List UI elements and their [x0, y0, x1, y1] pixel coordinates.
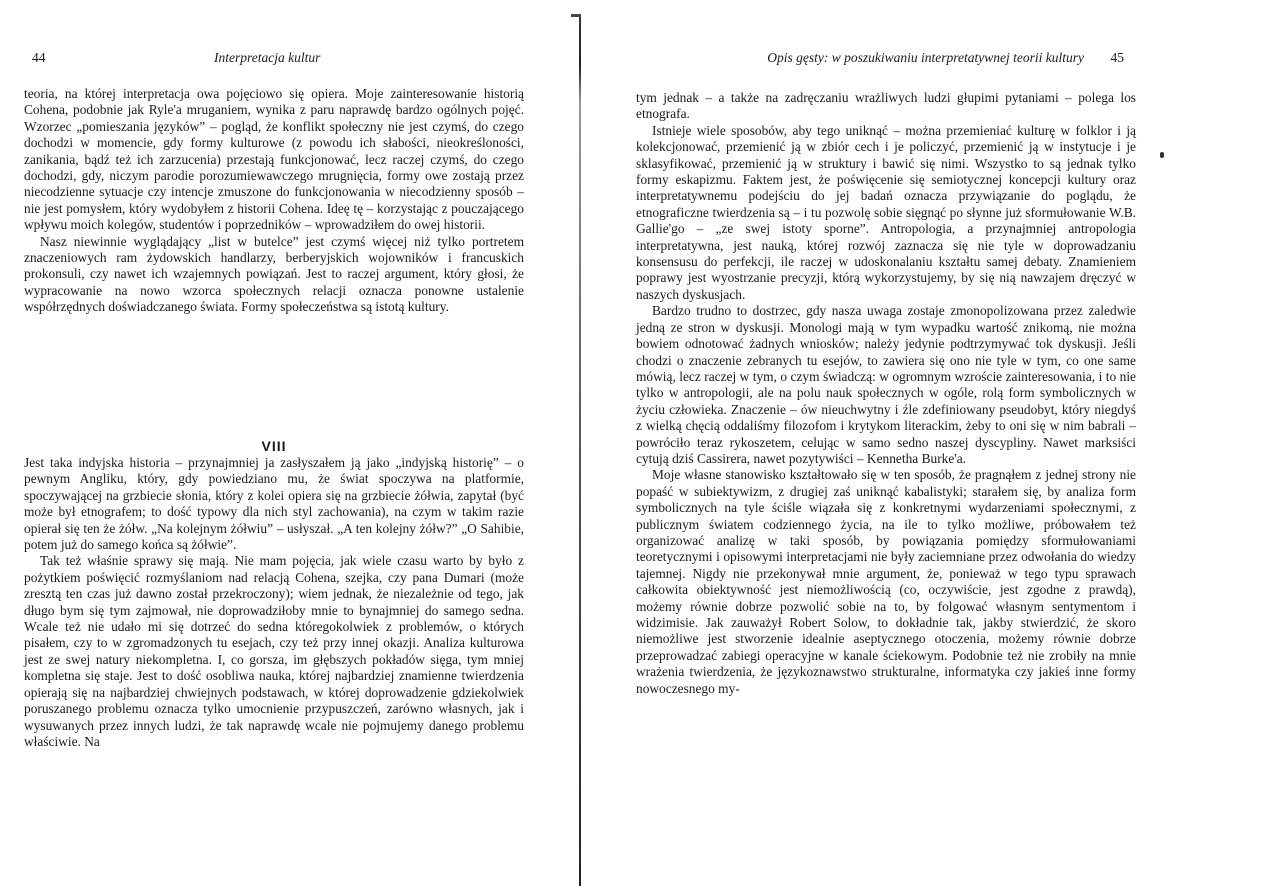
- gutter-mark: [571, 14, 581, 17]
- left-running-title: Interpretacja kultur: [214, 50, 321, 65]
- right-page-number: 45: [1110, 50, 1124, 65]
- left-page-number: 44: [32, 50, 46, 65]
- right-paragraph-4: Moje własne stanowisko kształtowało się w ten sposób, że pragnąłem z jednej strony nie popaść w subiektywizm, z drugiej zaś uniknąć kabalistyki; starałem się, by analiza form symbolicznych na tyle ściśle wiązała się z konkretnymi wydarzeniami społecznymi, z publicznym światem codziennego życia, na ile to tylko możliwe, próbowałem też organizować analizę w taki sposób, by powiązania pomiędzy sformułowaniami teoretycznymi i opisowymi interpretacjami nie były zaciemniane przez odwołania do wiedzy tajemnej. Nigdy nie przekonywał mnie argument, że, ponieważ w tego typu sprawach całkowita obiektywność jest niemożliwością (co, oczywiście, jest zgodne z prawdą), możemy równie dobrze pozwolić sobie na to, by folgować własnym sentymentom i widzimisie. Jak zauważył Robert Solow, to dokładnie tak, jakby stwierdzić, że skoro niemożliwe jest stworzenie idealnie aseptycznego otoczenia, możemy równie dobrze przeprowadzać zabiegi operacyjne w kanale ściekowym. Podobnie też nie zrobiły na mnie wrażenia twierdzenia, że językoznawstwo strukturalne, informatyka czy jakieś inne formy nowoczesnego my-: [636, 467, 1136, 696]
- right-running-title: Opis gęsty: w poszukiwaniu interpretatywnej teorii kultury: [767, 50, 1084, 65]
- right-paragraph-3: Bardzo trudno to dostrzec, gdy nasza uwaga zostaje zmonopolizowana przez zaledwie jedną ze stron w dyskusji. Monologi mają w tym wypadku wartość znikomą, nie można bowiem odnotować żadnych wniosków; należy jedynie podtrzymywać tok dyskusji. Jeśli chodzi o znaczenie zebranych tu esejów, to zawiera się ono nie tyle w tym, co one same mówią, lecz raczej w tym, o czym świadczą: w ogromnym wzroście zainteresowania, i to nie tylko w antropologii, ale na polu nauk społecznych w ogóle, rolą form symbolicznych w życiu człowieka. Znaczenie – ów nieuchwytny i źle zdefiniowany pseudobyt, który niegdyś z wielką chęcią oddaliśmy filozofom i krytykom literackim, żeby to oni się w nim babrali – powróciło teraz rykoszetem, celując w samo sedno naszej dyscypliny. Nawet marksiści cytują dziś Cassirera, nawet pozytywiści – Kennetha Burke'a.: [636, 303, 1136, 466]
- right-paragraph-1: tym jednak – a także na zadręczaniu wrażliwych ludzi głupimi pytaniami – polega los etnografa.: [636, 90, 1136, 122]
- left-paragraph-4: Tak też właśnie sprawy się mają. Nie mam pojęcia, jak wiele czasu warto by było z pożytkiem poświęcić rozmyślaniom nad relacją Cohena, szejka, czy pana Dumari (może zresztą ten czas już dawno został przekroczony); wiem jednak, że niezależnie od tego, jak długo bym się tym zajmował, nie doprowadziłoby mnie to bynajmniej do samego sedna. Wcale też nie udało mi się dotrzeć do sedna któregokolwiek z problemów, o których pisałem, czy to w zgromadzonych tu esejach, czy też przy innej okazji. Analiza kulturowa jest ze swej natury niekompletna. I, co gorsza, im głębszych pokładów sięga, tym mniej kompletna się staje. Jest to dość osobliwa nauka, której najbardziej znamienne twierdzenia opierają się na najbardziej chwiejnych podstawach, w której doprowadzenie gdziekolwiek poruszanego problemu oznacza tylko umocnienie przypuszczeń, zarówno własnych, jak i wysuwanych przez innych ludzi, że tak naprawdę wcale nie pojmujemy danego problemu właściwie. Na: [24, 553, 524, 749]
- scan-speck: [1160, 152, 1164, 158]
- right-paragraph-2: Istnieje wiele sposobów, aby tego uniknąć – można przemieniać kulturę w folklor i ją kolekcjonować, przemienić ją w zbiór cech i je policzyć, przemienić ją w instytucje i je sklasyfikować, przemienić ją w struktury i bawić się nimi. Wszystko to są jednak tylko formy eskapizmu. Faktem jest, że poświęcenie się semiotycznej koncepcji kultury oraz interpretatywnemu podejściu do jej badań oznacza przywiązanie do poglądu, że etnograficzne twierdzenia są – i tu pozwolę sobie sięgnąć po słynne już sformułowanie W.B. Gallie'go – „ze swej istoty sporne”. Antropologia, a przynajmniej antropologia interpretatywna, jest nauką, której rozwój zaznacza się nie tyle w doprowadzaniu konsensusu do perfekcji, ile raczej w udoskonalaniu kształtu samej debaty. Znamieniem poprawy jest wyostrzanie precyzji, którą wykorzystujemy, by się nią nawzajem dręczyć w naszych dyskusjach.: [636, 122, 1136, 302]
- left-paragraph-1: teoria, na której interpretacja owa pojęciowo się opiera. Moje zainteresowanie historią Cohena, podobnie jak Ryle'a mruganiem, wynika z paru naprawdę bardzo ogólnych pojęć. Wzorzec „pomieszania języków” – pogląd, że konflikt społeczny nie jest czymś, do czego dochodzi w momencie, gdy formy kulturowe (z powodu ich słabości, nieokreśloności, zanikania, bądź też ich zarzucenia) przestają funkcjonować, lecz raczej czymś, do czego dochodzi, gdy, niczym parodie porozumiewawczego mrugnięcia, formy owe zostają przez niecodzienne sytuacje czy intencje zmuszone do funkcjonowania w niecodzienny sposób – nie jest pomysłem, który wydobyłem z historii Cohena. Ideę tę – korzystając z pouczającego wpływu moich kolegów, studentów i poprzedników – wprowadziłem do owej historii.: [24, 86, 524, 233]
- section-heading: VIII: [261, 438, 287, 454]
- left-upper-text: [24, 86, 524, 316]
- left-paragraph-2: Nasz niewinnie wyglądający „list w butelce” jest czymś więcej niż tylko portretem znaczeniowych ram żydowskich handlarzy, berberyjskich wojowników i francuskich prokonsuli, czy nawet ich wzajemnych powiązań. Jest to raczej argument, który głosi, że wypracowanie na nowo wzorca społecznych relacji oznacza ponowne ustalenie współrzędnych doświadczanego świata. Formy społeczeństwa są istotą kultury.: [24, 233, 524, 315]
- left-running-head: [24, 50, 524, 68]
- right-page: [636, 0, 1136, 894]
- right-running-head: [636, 50, 1136, 68]
- book-gutter: [579, 14, 581, 886]
- right-text: [636, 90, 1136, 697]
- left-page: [24, 0, 524, 894]
- left-lower-text: [24, 455, 524, 750]
- left-paragraph-3: Jest taka indyjska historia – przynajmniej ja zasłyszałem ją jako „indyjską historię” – o pewnym Angliku, który, gdy powiedziano mu, że świat spoczywa na platformie, spoczywającej na grzbiecie słonia, który z kolei opiera się na grzbiecie żółwia, zapytał (być może był etnografem; to dość typowy dla nich styl zachowania), na czym w takim razie opierał się ten że żółw. „Na kolejnym żółwiu” – usłyszał. „A ten kolejny żółw?” „O Sahibie, potem już do samego końca są żółwie”.: [24, 455, 524, 553]
